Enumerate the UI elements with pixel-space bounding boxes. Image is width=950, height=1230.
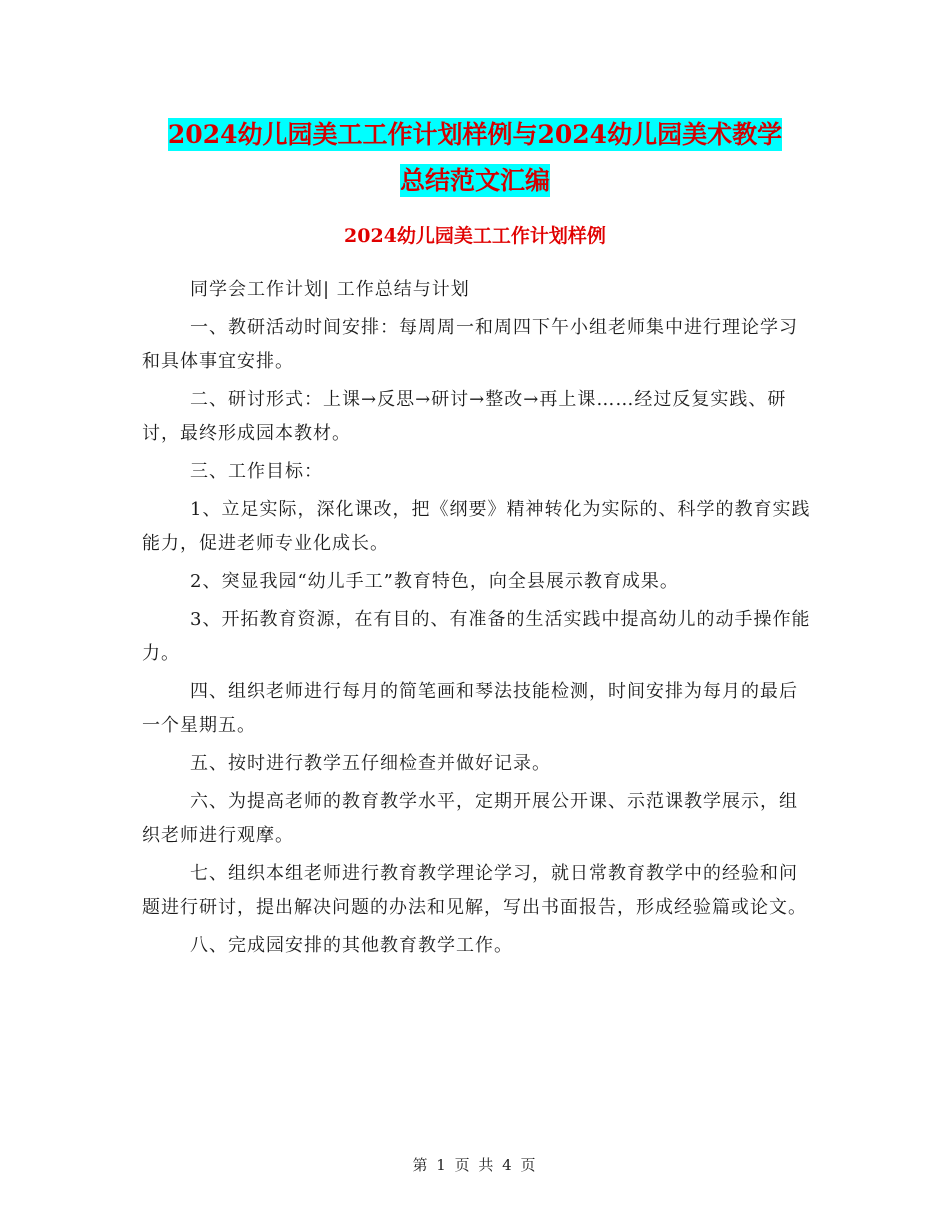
document-body (142, 273, 812, 967)
document-title-line2: 总结范文汇编 (399, 166, 550, 195)
document-title (0, 112, 950, 204)
paragraph: 一、教研活动时间安排：每周周一和周四下午小组老师集中进行理论学习和具体事宜安排。 (142, 317, 798, 372)
document-title-line1: 2024幼儿园美工工作计划样例与2024幼儿园美术教学 (167, 120, 783, 149)
paragraph: 同学会工作计划| 工作总结与计划 (190, 279, 470, 300)
paragraph: 六、为提高老师的教育教学水平，定期开展公开课、示范课教学展示，组织老师进行观摩。 (142, 791, 798, 846)
paragraph: 三、工作目标： (190, 461, 323, 482)
paragraph: 2、突显我园“幼儿手工”教育特色，向全县展示教育成果。 (190, 571, 679, 592)
paragraph: 四、组织老师进行每月的简笔画和琴法技能检测，时间安排为每月的最后一个星期五。 (142, 681, 798, 736)
paragraph: 五、按时进行教学五仔细检查并做好记录。 (190, 753, 551, 774)
paragraph: 3、开拓教育资源，在有目的、有准备的生活实践中提高幼儿的动手操作能力。 (142, 609, 811, 664)
paragraph: 二、研讨形式：上课→反思→研讨→整改→再上课……经过反复实践、研讨，最终形成园本教材。 (142, 389, 787, 444)
paragraph: 1、立足实际，深化课改，把《纲要》精神转化为实际的、科学的教育实践能力，促进老师专业化成长。 (142, 499, 811, 554)
section-title: 2024幼儿园美工工作计划样例 (344, 225, 606, 247)
paragraph: 八、完成园安排的其他教育教学工作。 (190, 935, 513, 956)
page-footer: 第 1 页 共 4 页 (412, 1156, 538, 1174)
paragraph: 七、组织本组老师进行教育教学理论学习，就日常教育教学中的经验和问题进行研讨，提出解决问题的办法和见解，写出书面报告，形成经验篇或论文。 (142, 863, 807, 918)
